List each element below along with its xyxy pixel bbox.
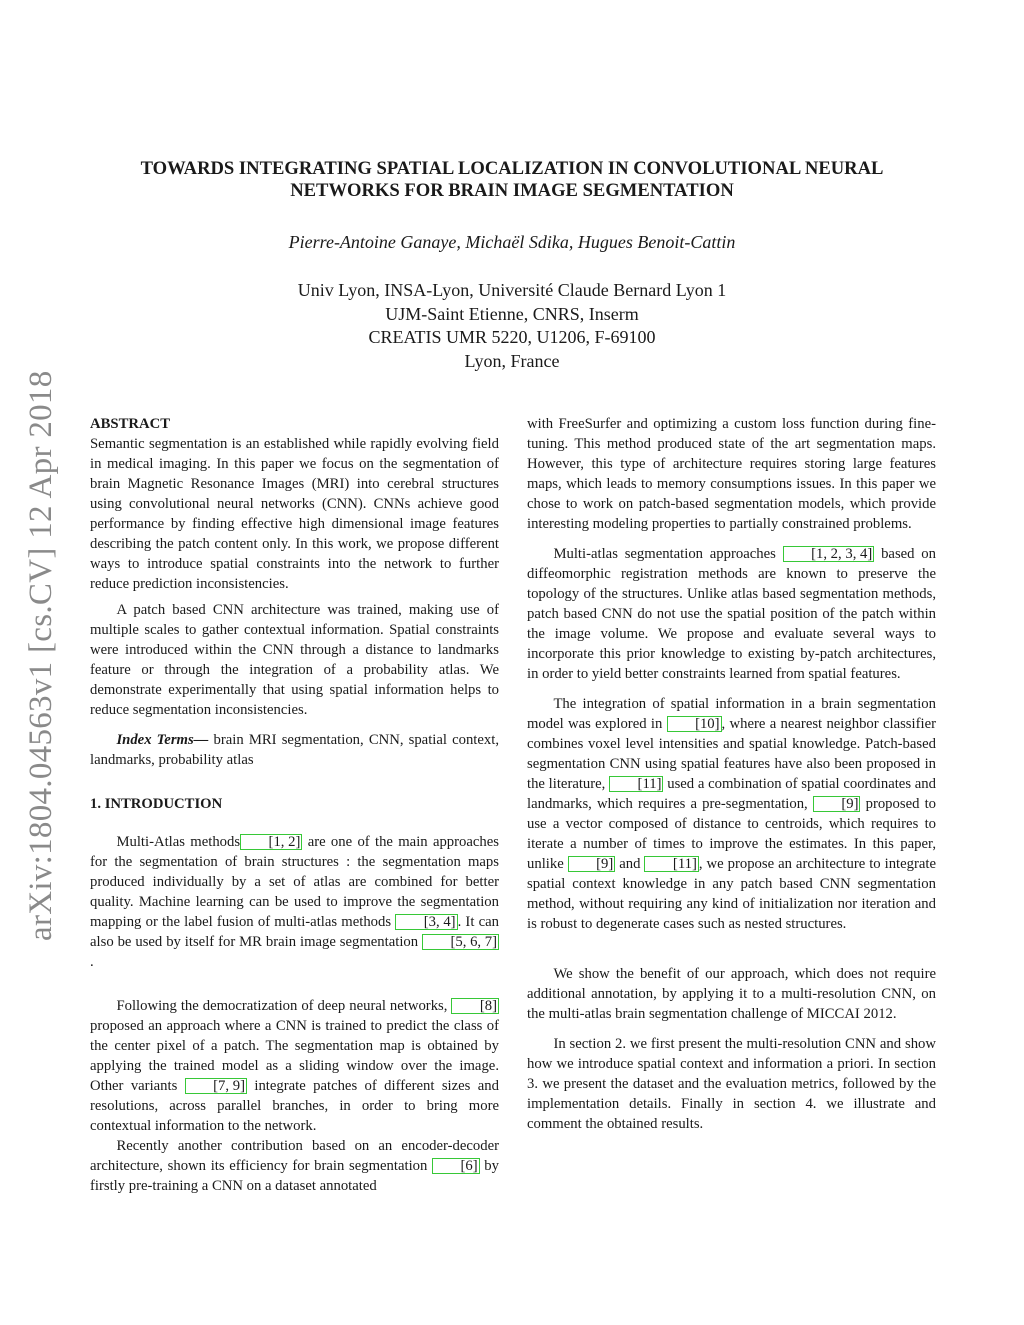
- paragraph-text: . It can also be used by itself for MR brain image segmentation: [90, 914, 499, 950]
- citation-link[interactable]: [1, 2]: [240, 834, 302, 850]
- paper-title: [90, 158, 934, 202]
- citation-link[interactable]: [10]: [667, 716, 722, 732]
- affiliation-line: Univ Lyon, INSA-Lyon, Université Claude Bernard Lyon 1: [297, 280, 727, 300]
- left-column: [90, 414, 499, 1196]
- intro-paragraph: In section 2. we first present the multi-resolution CNN and show how we introduce spatial context and information a priori. In section 3. we present the dataset and the evaluation metrics, followed by the implementation details. Finally in section 4. we illustrate and comment the obtained results.: [527, 1036, 936, 1132]
- citation-link[interactable]: [1, 2, 3, 4]: [783, 546, 875, 562]
- citation-link[interactable]: [6]: [432, 1158, 480, 1174]
- right-column: [527, 414, 936, 1134]
- author-list: Pierre-Antoine Ganaye, Michaël Sdika, Hugues Benoit-Cattin: [288, 232, 736, 252]
- intro-paragraph: [90, 996, 499, 1136]
- intro-paragraph: [527, 544, 936, 684]
- arxiv-identifier-stamp: arXiv:1804.04563v1 [cs.CV] 12 Apr 2018: [23, 370, 59, 941]
- paragraph-text: .: [90, 954, 94, 970]
- paragraph-text: , we propose an architecture to integrate spatial context knowledge in any patch based CNN segmentation method, without requiring any kind of initialization nor iteration and is robust to degenerate cases such as nested structures.: [527, 856, 936, 932]
- index-terms-text: brain MRI segmentation, CNN, spatial context, landmarks, probability atlas: [90, 732, 500, 768]
- citation-link[interactable]: [7, 9]: [185, 1078, 247, 1094]
- citation-link[interactable]: [11]: [609, 776, 663, 792]
- intro-paragraph: [90, 1136, 499, 1196]
- paragraph-text: Multi-Atlas methods: [116, 834, 241, 850]
- paragraph-text: Multi-atlas segmentation approaches: [553, 546, 783, 562]
- abstract-heading: ABSTRACT: [90, 416, 170, 432]
- affiliation-line: UJM-Saint Etienne, CNRS, Inserm: [385, 303, 639, 324]
- title-line: NETWORKS FOR BRAIN IMAGE SEGMENTATION: [290, 180, 734, 201]
- paragraph-text: , where a nearest neighbor classifier combines voxel level intensities and spatial knowledge. Patch-based segmentation CNN using spatial features have also been proposed in the literature,: [527, 716, 936, 792]
- index-terms: [90, 730, 499, 770]
- intro-paragraph: with FreeSurfer and optimizing a custom loss function during fine-tuning. This method produced state of the art segmentation maps. However, this type of architecture requires storing large features maps, which leads to memory consumptions issues. In this paper we chose to work on patch-based segmentation models, which provide interesting modeling properties to partially constrained problems.: [527, 416, 936, 532]
- affiliation-block: [90, 279, 934, 373]
- paragraph-text: proposed to use a vector composed of distance to centroids, which requires to iterate a number of times to improve the estimates. In this paper, unlike: [527, 796, 937, 872]
- intro-paragraph: We show the benefit of our approach, which does not require additional annotation, by applying it to a multi-resolution CNN, on the multi-atlas brain segmentation challenge of MICCAI 2012.: [527, 966, 936, 1022]
- citation-link[interactable]: [3, 4]: [395, 914, 457, 930]
- introduction-heading: 1. INTRODUCTION: [90, 796, 223, 812]
- intro-paragraph: [527, 694, 936, 934]
- paragraph-text: and: [615, 856, 645, 872]
- paragraph-text: are one of the main approaches for the segmentation of brain structures : the segmentation maps produced individually by a set of atlas are combined for better quality. Machine learning can be used to improve the segmentation mapping or the label fusion of multi-atlas methods: [90, 834, 500, 930]
- paragraph-text: used a combination of spatial coordinates and landmarks, which requires a pre-segmentation,: [527, 776, 936, 812]
- intro-paragraph: [90, 832, 499, 972]
- citation-link[interactable]: [9]: [813, 796, 861, 812]
- paragraph-text: integrate patches of different sizes and resolutions, across parallel branches, in order to bring more contextual information to the network.: [90, 1078, 499, 1134]
- citation-link[interactable]: [8]: [451, 998, 499, 1014]
- paragraph-text: based on diffeomorphic registration methods are known to preserve the topology of the structures. Unlike atlas based segmentation methods, patch based CNN do not use the spatial position of the patch within the image volume. We propose and evaluate several ways to incorporate this prior knowledge to existing by-patch architectures, in order to yield better constraints learned from spatial features.: [527, 546, 936, 682]
- paragraph-text: by firstly pre-training a CNN on a dataset annotated: [90, 1158, 499, 1194]
- abstract-paragraph: Semantic segmentation is an established while rapidly evolving field in medical imaging. In this paper we focus on the segmentation of brain Magnetic Resonance Images (MRI) into cerebral structures using convolutional neural networks (CNN). CNNs achieve good performance by finding effective high dimensional image features describing the patch content only. In this work, we propose different ways to introduce spatial constraints into the network to further reduce prediction inconsistencies.: [90, 436, 499, 592]
- affiliation-line: CREATIS UMR 5220, U1206, F-69100: [368, 327, 656, 347]
- citation-link[interactable]: [9]: [568, 856, 616, 872]
- paragraph-text: The integration of spatial information in a brain segmentation model was explored in: [527, 696, 936, 732]
- paragraph-text: Following the democratization of deep neural networks,: [116, 998, 452, 1014]
- paragraph-text: proposed an approach where a CNN is trained to predict the class of the center pixel of a patch. The segmentation map is obtained by applying the trained model as a sliding window over the image. Other variants: [90, 1018, 499, 1094]
- citation-link[interactable]: [5, 6, 7]: [422, 934, 499, 950]
- affiliation-line: Lyon, France: [464, 350, 560, 371]
- title-line: TOWARDS INTEGRATING SPATIAL LOCALIZATION IN CONVOLUTIONAL NEURAL: [140, 158, 884, 179]
- index-terms-label: Index Terms—: [116, 732, 209, 748]
- abstract-paragraph: A patch based CNN architecture was trained, making use of multiple scales to gather contextual information. Spatial constraints were introduced within the CNN through a distance to landmarks feature or through the integration of a probability atlas. We demonstrate experimentally that using spatial information helps to reduce segmentation inconsistencies.: [90, 602, 499, 718]
- paragraph-text: Recently another contribution based on an encoder-decoder architecture, shown its efficiency for brain segmentation: [90, 1138, 499, 1174]
- citation-link[interactable]: [11]: [644, 856, 698, 872]
